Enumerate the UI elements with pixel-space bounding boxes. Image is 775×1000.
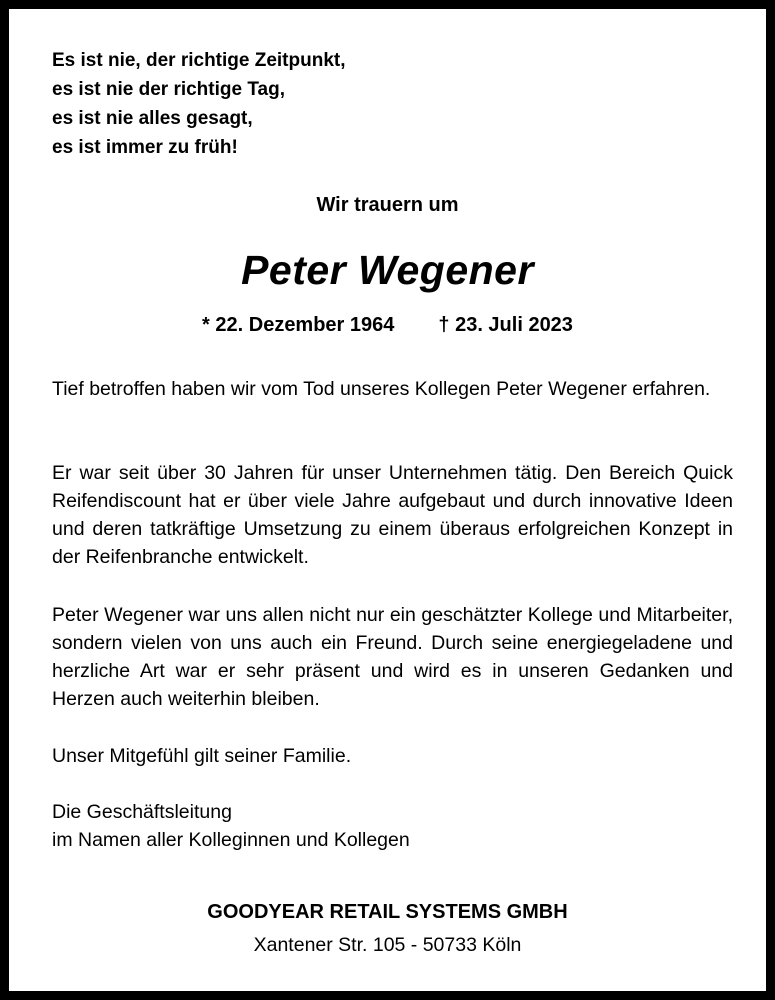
deceased-name: Peter Wegener <box>241 247 534 293</box>
signature-line: Die Geschäftsleitung <box>52 801 232 823</box>
paragraph-tribute: Peter Wegener war uns allen nicht nur ein geschätzter Kollege und Mitarbeiter, sondern vielen von uns auch ein Freund. Durch seine energiegeladene und herzliche Art war er sehr präsent und wird es in unseren Gedanken und Herzen auch weiterhin bleiben. <box>52 604 733 710</box>
company-address: Xantener Str. 105 - 50733 Köln <box>253 934 522 956</box>
poem-line: es ist nie alles gesagt, <box>52 108 253 129</box>
poem-line: es ist nie der richtige Tag, <box>52 79 285 100</box>
life-dates <box>9 312 766 338</box>
paragraph-sympathy: Unser Mitgefühl gilt seiner Familie. <box>52 745 352 767</box>
paragraph-career: Er war seit über 30 Jahren für unser Unternehmen tätig. Den Bereich Quick Reifendiscount hat er über viele Jahre aufgebaut und durch innovative Ideen und deren tatkräftige Umsetzung zu einem überaus erfolgreichen Konzept in der Reifenbranche entwickelt. <box>52 462 733 568</box>
paragraph-condolence: Tief betroffen haben wir vom Tod unseres Kollegen Peter Wegener erfahren. <box>52 378 711 400</box>
mourning-heading: Wir trauern um <box>316 194 459 216</box>
signature-block <box>52 798 733 854</box>
signature-line: im Namen aller Kolleginnen und Kollegen <box>52 829 410 851</box>
poem-line: es ist immer zu früh! <box>52 137 238 158</box>
poem-line: Es ist nie, der richtige Zeitpunkt, <box>52 50 346 71</box>
death-date: † 23. Juli 2023 <box>438 314 573 336</box>
poem <box>52 46 346 162</box>
birth-date: * 22. Dezember 1964 <box>202 314 395 336</box>
company-name: GOODYEAR RETAIL SYSTEMS GMBH <box>207 901 568 923</box>
